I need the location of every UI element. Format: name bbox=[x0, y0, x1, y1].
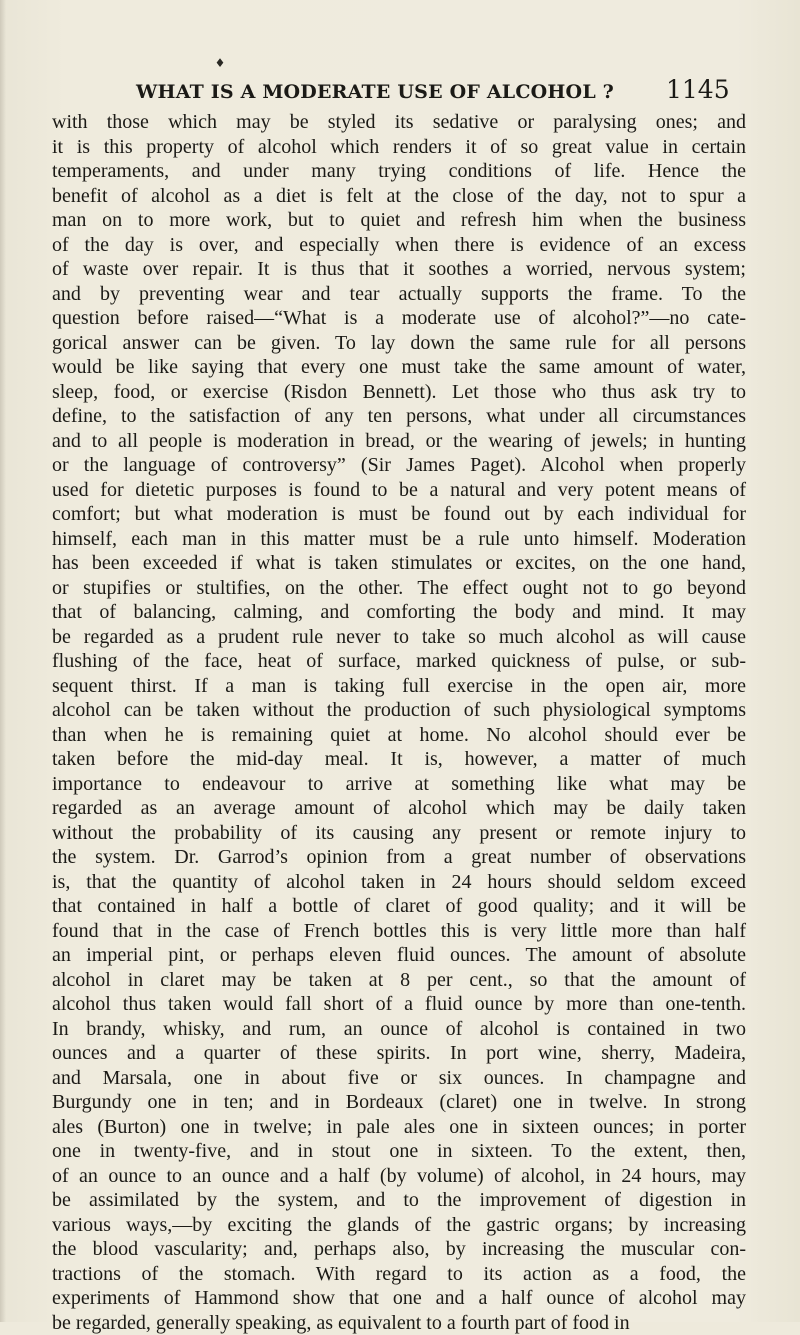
printer-ornament: ♦ bbox=[212, 53, 228, 73]
text-line: ounces and a quarter of these spirits. In port wine, sherry, Madeira, bbox=[52, 1041, 746, 1066]
text-line: of waste over repair. It is thus that it soothes a worried, nervous system; bbox=[52, 257, 746, 282]
text-line: the blood vascularity; and, perhaps also, by increasing the muscular con- bbox=[52, 1237, 746, 1262]
text-line: regarded as an average amount of alcohol which may be daily taken bbox=[52, 796, 746, 821]
text-line: than when he is remaining quiet at home. No alcohol should ever be bbox=[52, 723, 746, 748]
text-line: gorical answer can be given. To lay down the same rule for all persons bbox=[52, 331, 746, 356]
text-line: or stupifies or stultifies, on the other. The effect ought not to go beyond bbox=[52, 576, 746, 601]
text-line: define, to the satisfaction of any ten persons, what under all circumstances bbox=[52, 404, 746, 429]
text-line: various ways,—by exciting the glands of the gastric organs; by increasing bbox=[52, 1213, 746, 1238]
text-line: used for dietetic purposes is found to be a natural and very potent means of bbox=[52, 478, 746, 503]
page-edge-shadow bbox=[0, 0, 6, 1322]
text-line: alcohol can be taken without the production of such physiological symptoms bbox=[52, 698, 746, 723]
text-line: sequent thirst. If a man is taking full exercise in the open air, more bbox=[52, 674, 746, 699]
text-line: found that in the case of French bottles this is very little more than half bbox=[52, 919, 746, 944]
text-line: is, that the quantity of alcohol taken in 24 hours should seldom exceed bbox=[52, 870, 746, 895]
text-line: temperaments, and under many trying conditions of life. Hence the bbox=[52, 159, 746, 184]
running-head: WHAT IS A MODERATE USE OF ALCOHOL ? bbox=[136, 77, 660, 107]
text-line: question before raised—“What is a moderate use of alcohol?”—no cate- bbox=[52, 306, 746, 331]
text-line: benefit of alcohol as a diet is felt at the close of the day, not to spur a bbox=[52, 184, 746, 209]
text-line: be regarded, generally speaking, as equivalent to a fourth part of food in bbox=[52, 1311, 746, 1335]
text-line: and by preventing wear and tear actually supports the frame. To the bbox=[52, 282, 746, 307]
page-number: 1145 bbox=[666, 72, 726, 108]
text-line: be regarded as a prudent rule never to take so much alcohol as will cause bbox=[52, 625, 746, 650]
text-line: be assimilated by the system, and to the improvement of digestion in bbox=[52, 1188, 746, 1213]
text-line: man on to more work, but to quiet and refresh him when the business bbox=[52, 208, 746, 233]
text-line: has been exceeded if what is taken stimulates or excites, on the one hand, bbox=[52, 551, 746, 576]
text-line: would be like saying that every one must take the same amount of water, bbox=[52, 355, 746, 380]
text-line: comfort; but what moderation is must be found out by each individual for bbox=[52, 502, 746, 527]
text-line: of the day is over, and especially when there is evidence of an excess bbox=[52, 233, 746, 258]
text-line: alcohol in claret may be taken at 8 per cent., so that the amount of bbox=[52, 968, 746, 993]
body-text bbox=[52, 110, 746, 1315]
text-line: of an ounce to an ounce and a half (by volume) of alcohol, in 24 hours, may bbox=[52, 1164, 746, 1189]
text-line: himself, each man in this matter must be a rule unto himself. Moderation bbox=[52, 527, 746, 552]
text-line: ales (Burton) one in twelve; in pale ales one in sixteen ounces; in porter bbox=[52, 1115, 746, 1140]
text-line: that of balancing, calming, and comforting the body and mind. It may bbox=[52, 600, 746, 625]
text-line: importance to endeavour to arrive at something like what may be bbox=[52, 772, 746, 797]
text-line: alcohol thus taken would fall short of a fluid ounce by more than one-tenth. bbox=[52, 992, 746, 1017]
text-line: Burgundy one in ten; and in Bordeaux (claret) one in twelve. In strong bbox=[52, 1090, 746, 1115]
text-line: flushing of the face, heat of surface, marked quickness of pulse, or sub- bbox=[52, 649, 746, 674]
text-line: that contained in half a bottle of claret of good quality; and it will be bbox=[52, 894, 746, 919]
text-line: In brandy, whisky, and rum, an ounce of alcohol is contained in two bbox=[52, 1017, 746, 1042]
text-line: and Marsala, one in about five or six ounces. In champagne and bbox=[52, 1066, 746, 1091]
text-line: without the probability of its causing any present or remote injury to bbox=[52, 821, 746, 846]
text-line: tractions of the stomach. With regard to its action as a food, the bbox=[52, 1262, 746, 1287]
text-line: experiments of Hammond show that one and a half ounce of alcohol may bbox=[52, 1286, 746, 1311]
text-line: the system. Dr. Garrod’s opinion from a great number of observations bbox=[52, 845, 746, 870]
text-line: sleep, food, or exercise (Risdon Bennett). Let those who thus ask try to bbox=[52, 380, 746, 405]
text-line: with those which may be styled its sedative or paralysing ones; and bbox=[52, 110, 746, 135]
text-line: or the language of controversy” (Sir James Paget). Alcohol when properly bbox=[52, 453, 746, 478]
text-line: taken before the mid-day meal. It is, however, a matter of much bbox=[52, 747, 746, 772]
text-line: an imperial pint, or perhaps eleven fluid ounces. The amount of absolute bbox=[52, 943, 746, 968]
text-line: one in twenty-five, and in stout one in sixteen. To the extent, then, bbox=[52, 1139, 746, 1164]
text-line: and to all people is moderation in bread, or the wearing of jewels; in hunting bbox=[52, 429, 746, 454]
text-line: it is this property of alcohol which renders it of so great value in certain bbox=[52, 135, 746, 160]
